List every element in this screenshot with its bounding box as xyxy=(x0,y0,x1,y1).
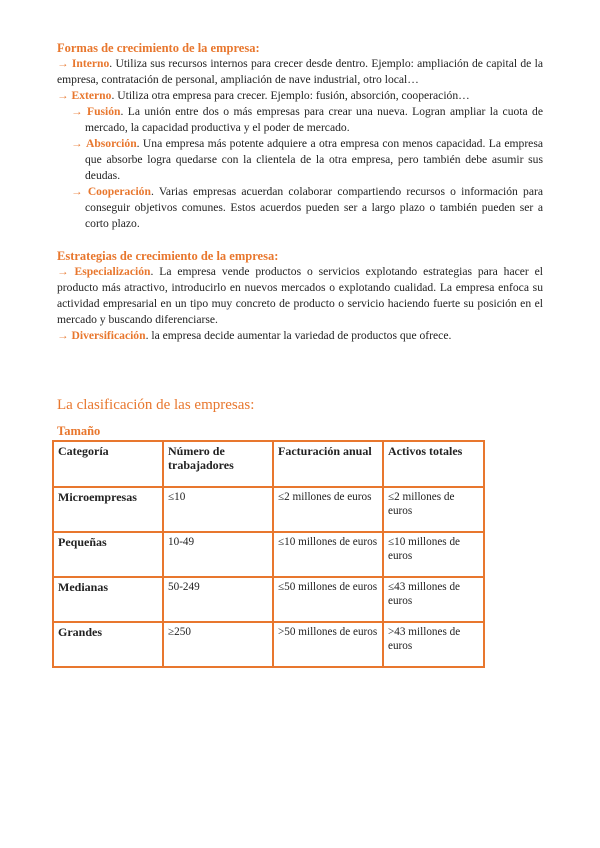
estrategias-heading: Estrategias de crecimiento de la empresa: xyxy=(57,249,279,263)
arrow-icon: → xyxy=(71,105,83,118)
cell-trabajadores: ≤10 xyxy=(163,487,273,532)
especializacion-label: Especialización xyxy=(74,265,151,278)
cell-facturacion: ≤50 millones de euros xyxy=(273,577,383,622)
cell-categoria: Microempresas xyxy=(53,487,163,532)
cooperacion-text: . Varias empresas acuerdan colaborar compartiendo recursos o información para conseguir objetivos comunes. Estos acuerdos pueden ser a largo plazo o también pueden ser a corto plazo. xyxy=(85,185,543,230)
clasificacion-title: La clasificación de las empresas: xyxy=(57,397,255,413)
cell-categoria: Grandes xyxy=(53,622,163,667)
externo-paragraph xyxy=(57,88,543,104)
absorcion-label: Absorción xyxy=(85,137,137,150)
absorcion-paragraph xyxy=(57,136,543,184)
table-row xyxy=(53,622,484,667)
header-activos: Activos totales xyxy=(383,441,484,487)
cell-facturacion: >50 millones de euros xyxy=(273,622,383,667)
table-header-row xyxy=(53,441,484,487)
diversificacion-paragraph xyxy=(57,328,543,344)
especializacion-text: . La empresa vende productos o servicios explotando estrategias para hacer el producto más atractivo, introducirlo en nuevos mercados o explotando cualidad. La empresa enfoca su actividad empresarial en un tipo muy concreto de producto o servicio haciendo fuerte su posición en el mercado y buscando diferenciarse. xyxy=(57,265,544,326)
absorcion-text: . Una empresa más potente adquiere a otra empresa con menos capacidad. La empresa que absorbe logra quedarse con la clientela de la otra empresa, pero también debe asumir sus deudas. xyxy=(85,137,543,182)
cell-trabajadores: 10-49 xyxy=(163,532,273,577)
arrow-icon: → xyxy=(57,89,69,102)
interno-label: Interno xyxy=(71,57,110,70)
externo-label: Externo xyxy=(71,89,112,102)
cooperacion-paragraph xyxy=(57,184,543,232)
crecimiento-heading: Formas de crecimiento de la empresa: xyxy=(57,41,260,55)
especializacion-paragraph xyxy=(57,264,543,328)
arrow-icon: → xyxy=(71,137,83,150)
cooperacion-label: Cooperación xyxy=(87,185,151,198)
interno-text: . Utiliza sus recursos internos para crecer desde dentro. Ejemplo: ampliación de capital de la empresa, contratación de personal, ampliación de nave industrial, otro local… xyxy=(57,57,543,86)
arrow-icon: → xyxy=(71,185,83,198)
table-row xyxy=(53,577,484,622)
table-row xyxy=(53,487,484,532)
document-page xyxy=(57,40,544,652)
tamano-subtitle: Tamaño xyxy=(57,424,101,438)
cell-activos: ≤43 millones de euros xyxy=(383,577,484,622)
diversificacion-text: . la empresa decide aumentar la variedad de productos que ofrece. xyxy=(145,329,452,342)
fusion-paragraph xyxy=(57,104,543,136)
fusion-text: . La unión entre dos o más empresas para crear una nueva. Logran ampliar la cuota de mercado, la capacidad productiva y el poder de mercado. xyxy=(85,105,544,134)
cell-trabajadores: 50-249 xyxy=(163,577,273,622)
fusion-label: Fusión xyxy=(87,105,121,118)
arrow-icon: → xyxy=(57,265,69,278)
cell-activos: ≤2 millones de euros xyxy=(383,487,484,532)
header-facturacion: Facturación anual xyxy=(273,441,383,487)
interno-paragraph xyxy=(57,56,543,88)
arrow-icon: → xyxy=(57,329,69,342)
externo-text: . Utiliza otra empresa para crecer. Ejemplo: fusión, absorción, cooperación… xyxy=(111,89,470,102)
arrow-icon: → xyxy=(57,57,69,70)
diversificacion-label: Diversificación xyxy=(71,329,146,342)
cell-facturacion: ≤10 millones de euros xyxy=(273,532,383,577)
cell-categoria: Medianas xyxy=(53,577,163,622)
cell-categoria: Pequeñas xyxy=(53,532,163,577)
header-categoria: Categoría xyxy=(53,441,163,487)
header-trabajadores: Número de trabajadores xyxy=(163,441,273,487)
table-row xyxy=(53,532,484,577)
cell-activos: ≤10 millones de euros xyxy=(383,532,484,577)
cell-activos: >43 millones de euros xyxy=(383,622,484,667)
cell-trabajadores: ≥250 xyxy=(163,622,273,667)
cell-facturacion: ≤2 millones de euros xyxy=(273,487,383,532)
size-table xyxy=(52,440,485,668)
